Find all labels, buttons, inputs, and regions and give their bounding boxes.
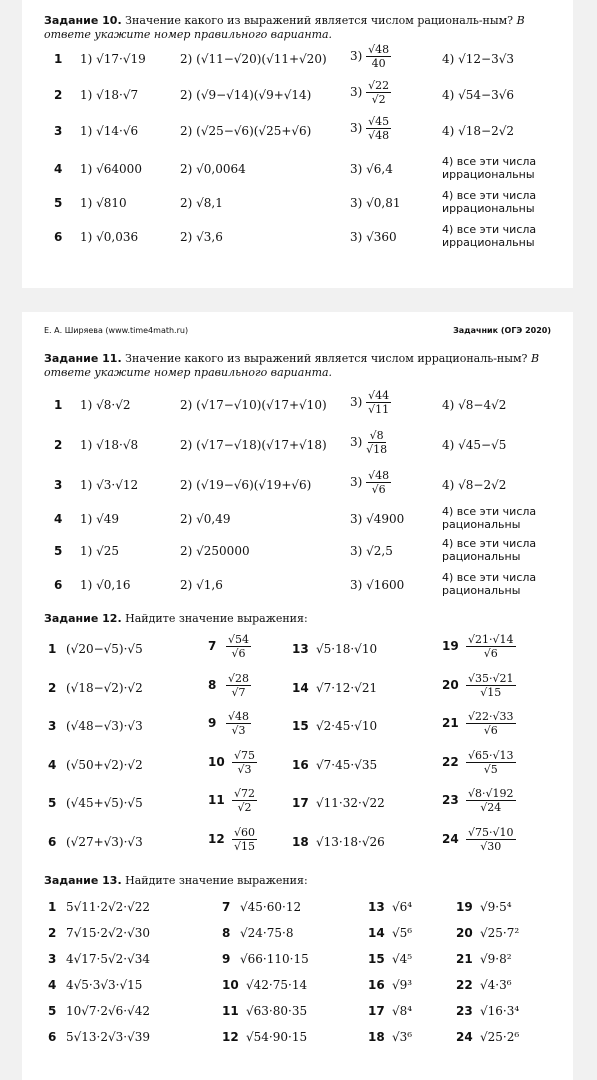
exercise-item bbox=[292, 681, 377, 695]
option-2: 2) (√17−√10)(√17+√10) bbox=[180, 398, 327, 412]
option-2: 2) (√25−√6)(√25+√6) bbox=[180, 124, 312, 138]
task12-text: Найдите значение выражения: bbox=[125, 612, 308, 625]
exercise-number: 3 bbox=[48, 719, 57, 733]
exercise-expression: 5√13·2√3·√39 bbox=[66, 1030, 151, 1044]
exercise-number: 7 bbox=[222, 900, 231, 914]
option-3 bbox=[350, 429, 387, 456]
exercise-number: 19 bbox=[442, 639, 459, 653]
exercise-fraction bbox=[226, 672, 251, 699]
exercise-expression: √24·75·8 bbox=[240, 926, 294, 940]
exercise-item bbox=[442, 787, 516, 814]
option-2: 2) √250000 bbox=[180, 544, 250, 558]
exercise-fraction bbox=[466, 749, 516, 776]
exercise-expression: √54·90·15 bbox=[246, 1030, 308, 1044]
option-3 bbox=[350, 43, 391, 70]
exercise-number: 24 bbox=[442, 831, 459, 846]
option-4: 4) все эти числа рациональны bbox=[442, 571, 537, 597]
running-head-book: Задачник (ОГЭ 2020) bbox=[453, 326, 551, 335]
task11-label: Задание 11. bbox=[44, 352, 122, 365]
option-4: 4) все эти числа иррациональны bbox=[442, 223, 537, 249]
page-top bbox=[22, 0, 573, 288]
fraction-numerator: √21·√14 bbox=[468, 633, 514, 646]
exercise-fraction bbox=[466, 633, 516, 660]
option-2: 2) (√11−√20)(√11+√20) bbox=[180, 52, 327, 66]
exercise-number: 13 bbox=[368, 900, 385, 914]
exercise-number: 24 bbox=[456, 1030, 473, 1044]
exercise-number: 7 bbox=[208, 639, 217, 653]
option-4: 4) все эти числа иррациональны bbox=[442, 189, 537, 215]
fraction-denominator: √3 bbox=[231, 724, 246, 737]
option-3-prefix: 3) bbox=[350, 435, 363, 449]
option-3-prefix: 3) √2,5 bbox=[350, 544, 393, 558]
fraction-denominator: √48 bbox=[368, 129, 390, 142]
row-number: 5 bbox=[54, 196, 63, 210]
option-3-prefix: 3) √360 bbox=[350, 230, 397, 244]
exercise-number: 17 bbox=[368, 1004, 385, 1018]
option-2: 2) √0,49 bbox=[180, 512, 231, 526]
fraction-denominator: √7 bbox=[231, 685, 246, 699]
option-3-prefix: 3) bbox=[350, 121, 363, 135]
option-4: 4) √45−√5 bbox=[442, 438, 507, 452]
option-1: 1) √64000 bbox=[80, 162, 142, 176]
fraction-numerator: √8·√192 bbox=[468, 787, 514, 800]
fraction-numerator: √44 bbox=[368, 389, 390, 402]
exercise-number: 1 bbox=[48, 642, 57, 656]
exercise-item bbox=[48, 900, 150, 914]
option-3 bbox=[350, 196, 401, 210]
task11-heading bbox=[44, 352, 554, 380]
exercise-expression: √5⁶ bbox=[392, 926, 413, 940]
task10-label: Задание 10. bbox=[44, 14, 122, 27]
exercise-item bbox=[456, 1004, 519, 1018]
exercise-expression: (√48−√3)·√3 bbox=[66, 719, 143, 733]
exercise-fraction bbox=[466, 710, 516, 737]
option-3 bbox=[350, 544, 393, 558]
task13-heading bbox=[44, 874, 554, 888]
exercise-number: 12 bbox=[222, 1030, 239, 1044]
exercise-number: 14 bbox=[292, 680, 309, 695]
fraction-numerator: √45 bbox=[368, 115, 390, 128]
row-number: 1 bbox=[54, 398, 63, 412]
exercise-expression: √9·5⁴ bbox=[480, 900, 512, 914]
exercise-number: 14 bbox=[368, 926, 385, 940]
exercise-number: 18 bbox=[292, 834, 309, 849]
option-4: 4) √12−3√3 bbox=[442, 52, 515, 66]
exercise-fraction bbox=[226, 633, 251, 660]
exercise-item bbox=[48, 719, 143, 733]
fraction-numerator: √48 bbox=[368, 43, 390, 56]
exercise-number: 2 bbox=[48, 926, 57, 940]
exercise-expression: √3⁶ bbox=[392, 1030, 413, 1044]
option-1: 1) √18·√8 bbox=[80, 438, 139, 452]
exercise-expression: √9·8² bbox=[480, 952, 512, 966]
exercise-item bbox=[442, 710, 516, 737]
option-3-fraction bbox=[366, 429, 387, 456]
exercise-item bbox=[48, 796, 143, 810]
exercise-number: 6 bbox=[48, 1030, 57, 1044]
task10-heading bbox=[44, 14, 554, 42]
fraction-denominator: √3 bbox=[237, 762, 252, 776]
fraction-denominator: √6 bbox=[231, 647, 246, 660]
option-4: 4) √54−3√6 bbox=[442, 88, 515, 102]
option-2: 2) √0,0064 bbox=[180, 162, 246, 176]
option-2: 2) (√19−√6)(√19+√6) bbox=[180, 478, 312, 492]
exercise-number: 15 bbox=[368, 952, 385, 966]
option-2: 2) (√9−√14)(√9+√14) bbox=[180, 88, 312, 102]
option-2: 2) √1,6 bbox=[180, 578, 223, 592]
fraction-denominator: √15 bbox=[234, 839, 256, 853]
option-2: 2) (√17−√18)(√17+√18) bbox=[180, 438, 327, 452]
exercise-expression: (√50+√2)·√2 bbox=[66, 757, 143, 772]
exercise-item bbox=[368, 978, 412, 992]
option-3-fraction bbox=[366, 43, 391, 70]
fraction-numerator: √60 bbox=[234, 825, 256, 839]
option-1: 1) √0,16 bbox=[80, 578, 131, 592]
exercise-item bbox=[48, 835, 143, 849]
exercise-fraction bbox=[232, 749, 257, 776]
option-3-prefix: 3) √6,4 bbox=[350, 162, 393, 176]
exercise-expression: 4√17·5√2·√34 bbox=[66, 952, 151, 966]
exercise-item bbox=[222, 926, 293, 940]
exercise-expression: √4⁵ bbox=[392, 952, 413, 966]
exercise-number: 18 bbox=[368, 1030, 385, 1044]
exercise-fraction bbox=[466, 826, 516, 853]
task13-text: Найдите значение выражения: bbox=[125, 874, 308, 887]
option-3-prefix: 3) bbox=[350, 85, 363, 99]
option-1: 1) √3·√12 bbox=[80, 478, 139, 492]
option-3-prefix: 3) √1600 bbox=[350, 578, 405, 592]
fraction-denominator: √6 bbox=[371, 483, 386, 496]
exercise-expression: √42·75·14 bbox=[246, 978, 308, 992]
exercise-expression: √25·7² bbox=[480, 926, 520, 940]
exercise-expression: (√20−√5)·√5 bbox=[66, 642, 143, 656]
exercise-expression: 4√5·3√3·√15 bbox=[66, 978, 143, 992]
exercise-item bbox=[48, 758, 143, 772]
option-4: 4) все эти числа иррациональны bbox=[442, 155, 537, 181]
row-number: 3 bbox=[54, 478, 63, 492]
exercise-expression: 7√15·2√2·√30 bbox=[66, 926, 151, 940]
task10-hint: В ответе укажите номер правильного варианта. bbox=[44, 14, 525, 41]
option-3-prefix: 3) √0,81 bbox=[350, 196, 401, 210]
option-3 bbox=[350, 230, 397, 244]
exercise-number: 11 bbox=[222, 1004, 239, 1018]
exercise-number: 6 bbox=[48, 834, 57, 849]
option-4: 4) √8−4√2 bbox=[442, 398, 507, 412]
exercise-expression: √66·110·15 bbox=[240, 952, 309, 966]
exercise-number: 11 bbox=[208, 793, 225, 807]
exercise-number: 10 bbox=[222, 978, 239, 992]
exercise-item bbox=[208, 633, 251, 660]
option-3 bbox=[350, 578, 404, 592]
fraction-numerator: √22·√33 bbox=[468, 710, 514, 723]
exercise-expression: (√18−√2)·√2 bbox=[66, 680, 143, 695]
exercise-number: 22 bbox=[442, 754, 459, 769]
exercise-item bbox=[222, 978, 307, 992]
exercise-number: 9 bbox=[208, 716, 217, 730]
exercise-expression: (√45+√5)·√5 bbox=[66, 796, 143, 810]
task11-text: Значение какого из выражений является числом иррациональ-ным? bbox=[125, 352, 528, 365]
row-number: 3 bbox=[54, 124, 63, 138]
fraction-denominator: √24 bbox=[480, 801, 502, 814]
fraction-numerator: √35·√21 bbox=[468, 671, 514, 685]
exercise-number: 20 bbox=[442, 677, 459, 692]
exercise-item bbox=[208, 787, 257, 814]
fraction-denominator: √6 bbox=[483, 647, 498, 660]
exercise-item bbox=[368, 1030, 412, 1044]
exercise-item bbox=[442, 749, 516, 776]
exercise-item bbox=[48, 978, 142, 992]
exercise-item bbox=[456, 926, 519, 940]
row-number: 5 bbox=[54, 544, 63, 558]
task11-hint: В ответе укажите номер правильного варианта. bbox=[44, 352, 540, 379]
option-2: 2) √8,1 bbox=[180, 196, 223, 210]
exercise-item bbox=[48, 952, 150, 966]
exercise-fraction bbox=[466, 787, 516, 814]
exercise-item bbox=[292, 642, 377, 656]
option-3 bbox=[350, 115, 391, 142]
exercise-item bbox=[222, 952, 309, 966]
row-number: 4 bbox=[54, 162, 63, 176]
exercise-expression: (√27+√3)·√3 bbox=[66, 834, 143, 849]
exercise-number: 12 bbox=[208, 831, 225, 846]
exercise-number: 16 bbox=[368, 978, 385, 992]
exercise-expression: 10√7·2√6·√42 bbox=[66, 1004, 151, 1018]
exercise-fraction bbox=[232, 826, 257, 853]
option-1: 1) √49 bbox=[80, 512, 120, 526]
exercise-item bbox=[456, 978, 512, 992]
exercise-fraction bbox=[226, 710, 251, 737]
exercise-number: 2 bbox=[48, 680, 57, 695]
exercise-expression: √6⁴ bbox=[392, 900, 413, 914]
fraction-denominator: √2 bbox=[371, 93, 386, 106]
fraction-numerator: √75 bbox=[234, 748, 256, 762]
row-number: 1 bbox=[54, 52, 63, 66]
exercise-item bbox=[292, 719, 377, 733]
fraction-numerator: √75·√10 bbox=[468, 825, 514, 839]
fraction-numerator: √48 bbox=[228, 710, 250, 723]
exercise-item bbox=[208, 672, 251, 699]
option-3 bbox=[350, 162, 393, 176]
exercise-item bbox=[456, 900, 512, 914]
exercise-item bbox=[456, 1030, 519, 1044]
exercise-number: 17 bbox=[292, 796, 309, 810]
option-3 bbox=[350, 469, 391, 496]
exercise-expression: √5·18·√10 bbox=[316, 642, 378, 656]
exercise-number: 21 bbox=[456, 952, 473, 966]
option-2: 2) √3,6 bbox=[180, 230, 223, 244]
exercise-expression: √8⁴ bbox=[392, 1004, 413, 1018]
option-1: 1) √8·√2 bbox=[80, 398, 131, 412]
exercise-item bbox=[48, 681, 143, 695]
option-4: 4) все эти числа рациональны bbox=[442, 537, 537, 563]
exercise-number: 4 bbox=[48, 757, 57, 772]
exercise-number: 21 bbox=[442, 716, 459, 730]
fraction-numerator: √48 bbox=[368, 469, 390, 482]
option-1: 1) √810 bbox=[80, 196, 127, 210]
option-4: 4) все эти числа рациональны bbox=[442, 505, 537, 531]
exercise-item bbox=[48, 1004, 150, 1018]
option-3 bbox=[350, 512, 404, 526]
option-3-fraction bbox=[366, 389, 391, 416]
fraction-denominator: √15 bbox=[480, 685, 502, 699]
exercise-number: 8 bbox=[208, 677, 217, 692]
exercise-number: 16 bbox=[292, 757, 309, 772]
option-3-fraction bbox=[366, 469, 391, 496]
exercise-number: 10 bbox=[208, 754, 225, 769]
exercise-item bbox=[442, 672, 516, 699]
exercise-item bbox=[368, 900, 412, 914]
option-1: 1) √17·√19 bbox=[80, 52, 146, 66]
exercise-number: 15 bbox=[292, 719, 309, 733]
exercise-number: 19 bbox=[456, 900, 473, 914]
exercise-number: 5 bbox=[48, 1004, 57, 1018]
exercise-number: 4 bbox=[48, 978, 57, 992]
fraction-denominator: √18 bbox=[366, 443, 388, 456]
exercise-expression: √45·60·12 bbox=[240, 900, 302, 914]
exercise-number: 22 bbox=[456, 978, 473, 992]
exercise-number: 23 bbox=[456, 1004, 473, 1018]
exercise-expression: √9³ bbox=[392, 978, 413, 992]
fraction-numerator: √28 bbox=[228, 671, 250, 685]
exercise-number: 8 bbox=[222, 926, 231, 940]
fraction-denominator: √30 bbox=[480, 839, 502, 853]
exercise-number: 20 bbox=[456, 926, 473, 940]
option-4: 4) √8−2√2 bbox=[442, 478, 507, 492]
exercise-expression: √16·3⁴ bbox=[480, 1004, 520, 1018]
exercise-number: 13 bbox=[292, 642, 309, 656]
exercise-expression: √2·45·√10 bbox=[316, 719, 378, 733]
exercise-expression: √13·18·√26 bbox=[316, 834, 385, 849]
row-number: 6 bbox=[54, 578, 63, 592]
fraction-denominator: 40 bbox=[371, 57, 386, 70]
fraction-denominator: √5 bbox=[483, 762, 498, 776]
fraction-numerator: √65·√13 bbox=[468, 748, 514, 762]
exercise-number: 3 bbox=[48, 952, 57, 966]
exercise-number: 5 bbox=[48, 796, 57, 810]
exercise-item bbox=[48, 642, 143, 656]
exercise-item bbox=[456, 952, 512, 966]
exercise-item bbox=[222, 1030, 307, 1044]
exercise-item bbox=[292, 796, 385, 810]
exercise-number: 1 bbox=[48, 900, 57, 914]
exercise-expression: √25·2⁶ bbox=[480, 1030, 520, 1044]
exercise-item bbox=[208, 826, 257, 853]
row-number: 4 bbox=[54, 512, 63, 526]
exercise-item bbox=[48, 926, 150, 940]
exercise-item bbox=[292, 835, 385, 849]
option-3 bbox=[350, 79, 391, 106]
running-head-author: Е. А. Ширяева (www.time4math.ru) bbox=[44, 326, 189, 335]
exercise-item bbox=[368, 952, 412, 966]
exercise-item bbox=[222, 900, 301, 914]
option-1: 1) √25 bbox=[80, 544, 120, 558]
option-3-prefix: 3) bbox=[350, 475, 363, 489]
fraction-denominator: √11 bbox=[368, 403, 390, 416]
exercise-item bbox=[442, 826, 516, 853]
exercise-item bbox=[208, 710, 251, 737]
fraction-numerator: √54 bbox=[228, 633, 250, 646]
exercise-item bbox=[222, 1004, 307, 1018]
exercise-item bbox=[292, 758, 377, 772]
exercise-number: 23 bbox=[442, 793, 459, 807]
exercise-expression: √7·45·√35 bbox=[316, 757, 378, 772]
row-number: 6 bbox=[54, 230, 63, 244]
exercise-expression: √63·80·35 bbox=[246, 1004, 308, 1018]
option-1: 1) √0,036 bbox=[80, 230, 139, 244]
option-4: 4) √18−2√2 bbox=[442, 124, 515, 138]
exercise-expression: 5√11·2√2·√22 bbox=[66, 900, 151, 914]
exercise-fraction bbox=[232, 787, 257, 814]
fraction-numerator: √8 bbox=[369, 429, 384, 442]
option-3-prefix: 3) √4900 bbox=[350, 512, 405, 526]
fraction-numerator: √72 bbox=[234, 787, 256, 800]
exercise-expression: √11·32·√22 bbox=[316, 796, 385, 810]
option-1: 1) √18·√7 bbox=[80, 88, 139, 102]
option-3 bbox=[350, 389, 391, 416]
exercise-item bbox=[48, 1030, 150, 1044]
exercise-item bbox=[368, 926, 412, 940]
option-1: 1) √14·√6 bbox=[80, 124, 139, 138]
page-bottom bbox=[22, 312, 573, 1080]
exercise-item bbox=[208, 749, 257, 776]
task12-label: Задание 12. bbox=[44, 612, 122, 625]
option-3-fraction bbox=[366, 79, 391, 106]
task10-text: Значение какого из выражений является числом рациональ-ным? bbox=[125, 14, 514, 27]
task12-heading bbox=[44, 612, 554, 626]
exercise-number: 9 bbox=[222, 952, 231, 966]
row-number: 2 bbox=[54, 438, 63, 452]
option-3-prefix: 3) bbox=[350, 49, 363, 63]
option-3-prefix: 3) bbox=[350, 395, 363, 409]
fraction-denominator: √2 bbox=[237, 801, 252, 814]
exercise-item bbox=[368, 1004, 412, 1018]
task13-label: Задание 13. bbox=[44, 874, 122, 887]
row-number: 2 bbox=[54, 88, 63, 102]
exercise-fraction bbox=[466, 672, 516, 699]
exercise-expression: √7·12·√21 bbox=[316, 680, 378, 695]
fraction-numerator: √22 bbox=[368, 79, 390, 92]
fraction-denominator: √6 bbox=[483, 724, 498, 737]
option-3-fraction bbox=[366, 115, 391, 142]
exercise-expression: √4·3⁶ bbox=[480, 978, 512, 992]
exercise-item bbox=[442, 633, 516, 660]
